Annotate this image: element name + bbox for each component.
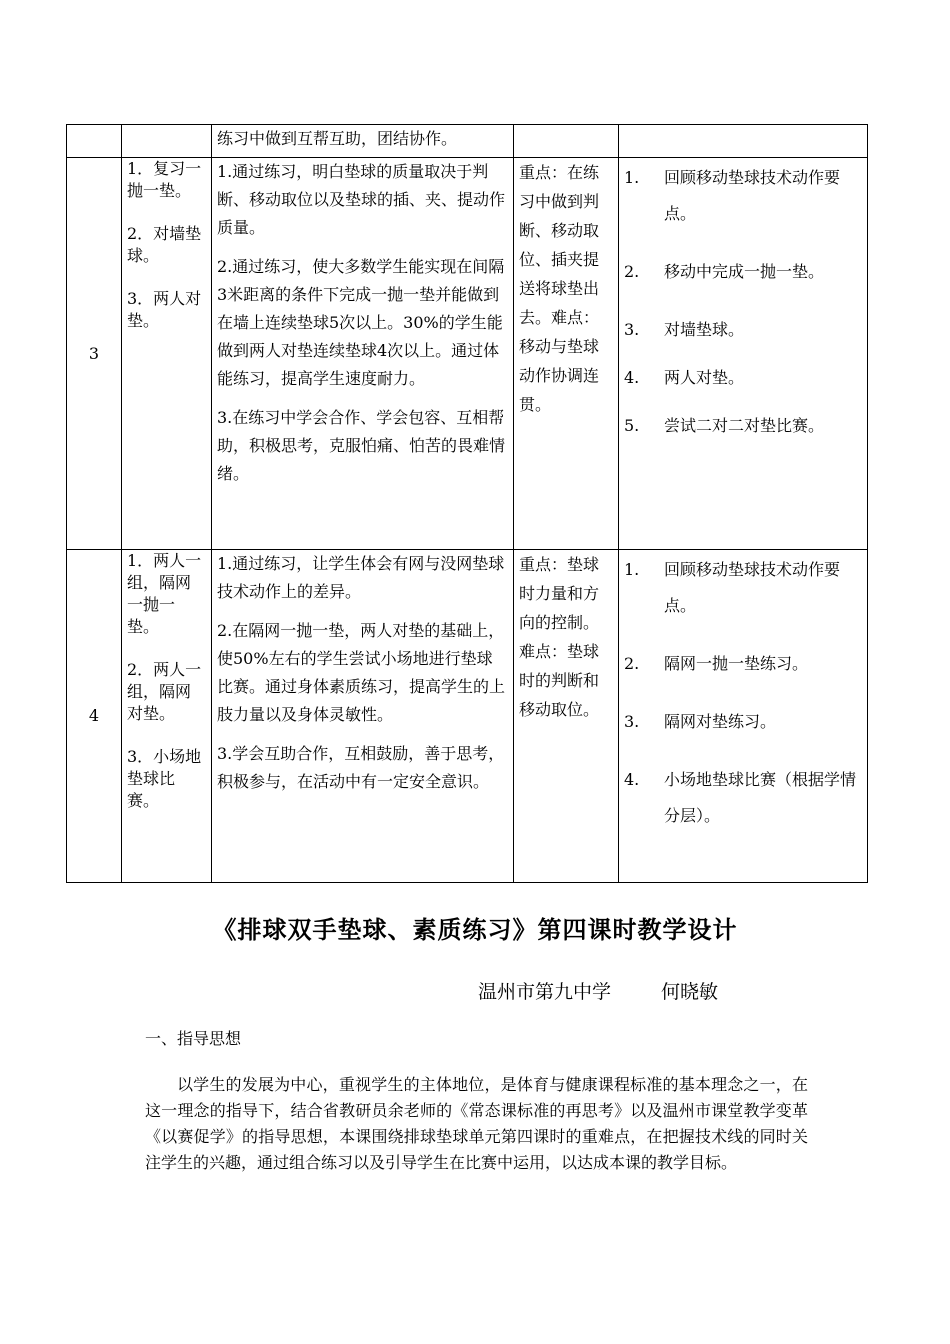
- lesson-goals: [212, 158, 514, 550]
- lesson-number: 4: [67, 550, 122, 883]
- goal-paragraph: 2.在隔网一抛一垫，两人对垫的基础上，使50%左右的学生尝试小场地进行垫球比赛。通过身体素质练习，提高学生的上肢力量以及身体灵敏性。: [217, 621, 506, 724]
- lesson-steps: [619, 550, 868, 883]
- continuation-text: 练习中做到互帮互助，团结协作。: [212, 125, 514, 158]
- lesson-focus: 重点：垫球时力量和方向的控制。难点：垫球时的判断和移动取位。: [514, 550, 619, 883]
- goal-paragraph: 1.通过练习，明白垫球的质量取决于判断、移动取位以及垫球的插、夹、提动作质量。: [217, 162, 506, 237]
- section-heading: 一、指导思想: [145, 1029, 242, 1048]
- table-cell: [619, 125, 868, 158]
- content-item: 1．复习一抛一垫。: [127, 159, 202, 200]
- lesson-goals: [212, 550, 514, 883]
- step-text: 尝试二对二对垫比赛。: [664, 416, 825, 435]
- lesson-plan-table: [66, 124, 868, 883]
- step-text: 回顾移动垫球技术动作要点。: [664, 168, 841, 223]
- step-number: 1.: [624, 560, 640, 579]
- lesson-focus: 重点：在练习中做到判断、移动取位、插夹提送将球垫出去。难点：移动与垫球动作协调连贯。: [514, 158, 619, 550]
- step-item: [624, 762, 862, 834]
- goal-paragraph: 1.通过练习，让学生体会有网与没网垫球技术动作上的差异。: [217, 554, 505, 601]
- step-number: 3.: [624, 712, 640, 731]
- table-row-continuation: [67, 125, 868, 158]
- step-number: 3.: [624, 320, 640, 339]
- table-cell: [514, 125, 619, 158]
- step-text: 隔网一抛一垫练习。: [664, 654, 809, 673]
- table-row-lesson-4: [67, 550, 868, 883]
- table-cell: [122, 125, 212, 158]
- step-text: 两人对垫。: [664, 368, 745, 387]
- section-body: 以学生的发展为中心，重视学生的主体地位，是体育与健康课程标准的基本理念之一，在这一理念的指导下，结合省教研员余老师的《常态课标准的再思考》以及温州市课堂教学变革《以赛促学》的指导思想，本课围绕排球垫球单元第四课时的重难点，在把握技术线的同时关注学生的兴趣，通过组合练习以及引导学生在比赛中运用，以达成本课的教学目标。: [145, 1075, 808, 1172]
- content-item: 2．对墙垫球。: [127, 224, 202, 265]
- goal-paragraph: 3.学会互助合作，互相鼓励，善于思考，积极参与，在活动中有一定安全意识。: [217, 744, 505, 791]
- step-item: [624, 360, 862, 396]
- step-text: 对墙垫球。: [664, 320, 745, 339]
- step-number: 4.: [624, 770, 640, 789]
- lesson-content: [122, 158, 212, 550]
- author-name: 何晓敏: [661, 981, 719, 1003]
- goal-paragraph: 3.在练习中学会合作、学会包容、互相帮助，积极思考，克服怕痛、怕苦的畏难情绪。: [217, 408, 506, 483]
- content-item: 2．两人一组，隔网对垫。: [127, 660, 202, 723]
- step-number: 5.: [624, 416, 640, 435]
- step-item: [624, 704, 862, 740]
- lesson-number: 3: [67, 158, 122, 550]
- step-item: [624, 312, 862, 348]
- step-text: 小场地垫球比赛（根据学情分层）。: [664, 770, 857, 825]
- byline: [478, 977, 718, 1004]
- step-text: 隔网对垫练习。: [664, 712, 777, 731]
- step-number: 2.: [624, 654, 640, 673]
- content-item: 3．小场地垫球比赛。: [127, 747, 202, 810]
- document-title: 《排球双手垫球、素质练习》第四课时教学设计: [212, 916, 738, 944]
- step-text: 回顾移动垫球技术动作要点。: [664, 560, 841, 615]
- step-item: [624, 254, 862, 290]
- step-number: 2.: [624, 262, 640, 281]
- step-number: 4.: [624, 368, 640, 387]
- lesson-content: [122, 550, 212, 883]
- table-cell: [67, 125, 122, 158]
- step-item: [624, 408, 862, 444]
- content-item: 3．两人对垫。: [127, 289, 202, 330]
- step-number: 1.: [624, 168, 640, 187]
- step-text: 移动中完成一抛一垫。: [664, 262, 825, 281]
- table-row-lesson-3: [67, 158, 868, 550]
- content-item: 1．两人一组，隔网一抛一垫。: [127, 551, 202, 636]
- goal-paragraph: 2.通过练习，使大多数学生能实现在间隔3米距离的条件下完成一抛一垫并能做到在墙上连续垫球5次以上。30%的学生能做到两人对垫连续垫球4次以上。通过体能练习，提高学生速度耐力。: [217, 257, 505, 388]
- step-item: [624, 646, 862, 682]
- school-name: 温州市第九中学: [478, 981, 612, 1003]
- step-item: [624, 552, 862, 624]
- step-item: [624, 160, 862, 232]
- lesson-steps: [619, 158, 868, 550]
